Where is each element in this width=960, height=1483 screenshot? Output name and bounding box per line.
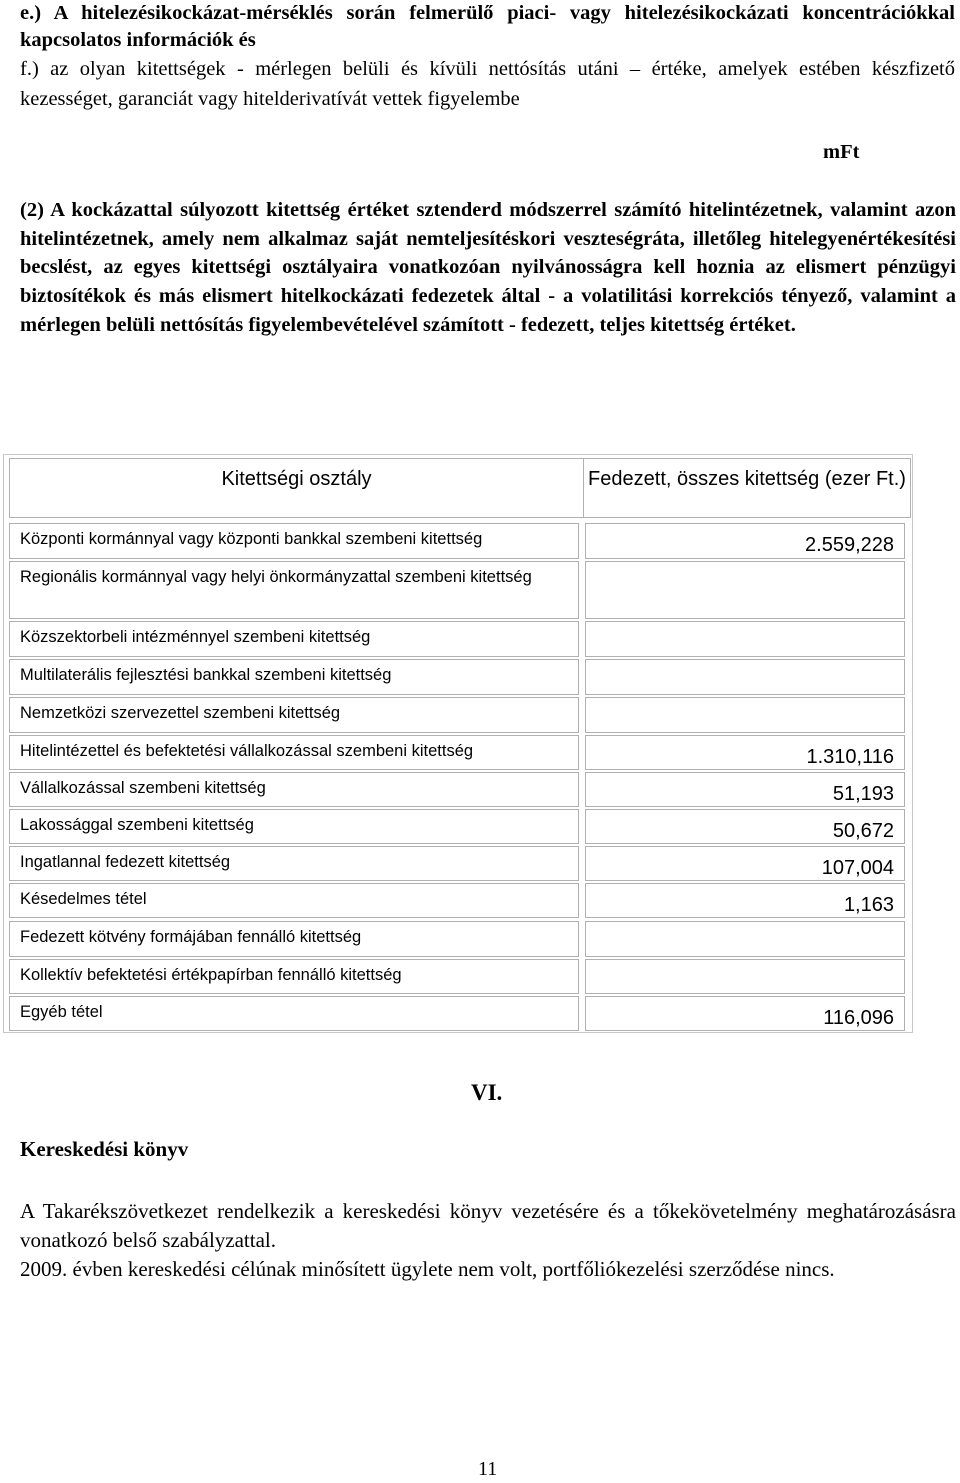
- table-row-label: Regionális kormánnyal vagy helyi önkormányzattal szembeni kitettség: [9, 561, 579, 619]
- col1-header: Kitettségi osztály: [9, 458, 584, 518]
- table-row-value: 2.559,228: [585, 523, 905, 559]
- table-row-label: Vállalkozással szembeni kitettség: [9, 772, 579, 807]
- unit-label: mFt: [823, 141, 860, 163]
- body-paragraph-2: 2009. évben kereskedési célúnak minősített ügylete nem volt, portfőliókezelési szerződése nincs.: [20, 1257, 835, 1281]
- table-row-label: Fedezett kötvény formájában fennálló kitettség: [9, 921, 579, 957]
- section-number: VI.: [471, 1080, 503, 1105]
- table-row-label: Lakossággal szembeni kitettség: [9, 809, 579, 844]
- table-row-value: [585, 697, 905, 733]
- section-title: Kereskedési könyv: [20, 1137, 189, 1161]
- table-row-label: Közszektorbeli intézménnyel szembeni kitettség: [9, 621, 579, 657]
- col2-header: Fedezett, összes kitettség (ezer Ft.): [583, 458, 911, 518]
- page-number: 11: [478, 1458, 498, 1480]
- table-row-value: 116,096: [585, 996, 905, 1031]
- table-row-label: Központi kormánnyal vagy központi bankkal szembeni kitettség: [9, 523, 579, 559]
- heading-f: f.) az olyan kitettségek - mérlegen belüli és kívüli nettósítás utáni – értéke, amelyek estében készfizető kezességet, garanciát vagy hitelderivatívát vettek figyelembe: [20, 58, 955, 110]
- table-row-label: Késedelmes tétel: [9, 883, 579, 918]
- table-row-value: [585, 621, 905, 657]
- table-row-value: [585, 659, 905, 695]
- table-row-label: Hitelintézettel és befektetési vállalkozással szembeni kitettség: [9, 735, 579, 770]
- table-row-value: [585, 561, 905, 619]
- table-row-value: 1,163: [585, 883, 905, 918]
- heading-e: e.) A hitelezésikockázat-mérséklés során felmerülő piaci- vagy hitelezésikockázati koncentrációkkal kapcsolatos információk és: [20, 2, 955, 51]
- table-row-label: Nemzetközi szervezettel szembeni kitettség: [9, 697, 579, 733]
- table-row-value: 107,004: [585, 846, 905, 881]
- paragraph-2: (2) A kockázattal súlyozott kitettség értéket sztenderd módszerrel számító hitelintézetnek, valamint azon hitelintézetnek, amely nem alkalmaz saját nemteljesítéskori veszteségráta, illetőleg hitelegyenértékesítési becslést, az egyes kitettségi osztályaira vonatkozóan nyilvánosságra kell hoznia az elismert pénzügyi biztosítékok és más elismert hitelkockázati fedezetek által - a volatilitási korrekciós tényező, valamint a mérlegen belüli nettósítás figyelembevételével számított - fedezett, teljes kitettség értéket.: [20, 199, 956, 336]
- body-paragraph-1: A Takarékszövetkezet rendelkezik a kereskedési könyv vezetésére és a tőkekövetelmény meghatározásásra vonatkozó belső szabályzattal.: [20, 1199, 956, 1252]
- table-row-label: Multilaterális fejlesztési bankkal szembeni kitettség: [9, 659, 579, 695]
- table-row-label: Egyéb tétel: [9, 996, 579, 1031]
- table-row-label: Ingatlannal fedezett kitettség: [9, 846, 579, 881]
- body-text: [20, 1197, 956, 1284]
- table-row-value: 1.310,116: [585, 735, 905, 770]
- table-row-value: 50,672: [585, 809, 905, 844]
- table-row-value: [585, 959, 905, 994]
- table-row-value: 51,193: [585, 772, 905, 807]
- table-row-value: [585, 921, 905, 957]
- table-row-label: Kollektív befektetési értékpapírban fennálló kitettség: [9, 959, 579, 994]
